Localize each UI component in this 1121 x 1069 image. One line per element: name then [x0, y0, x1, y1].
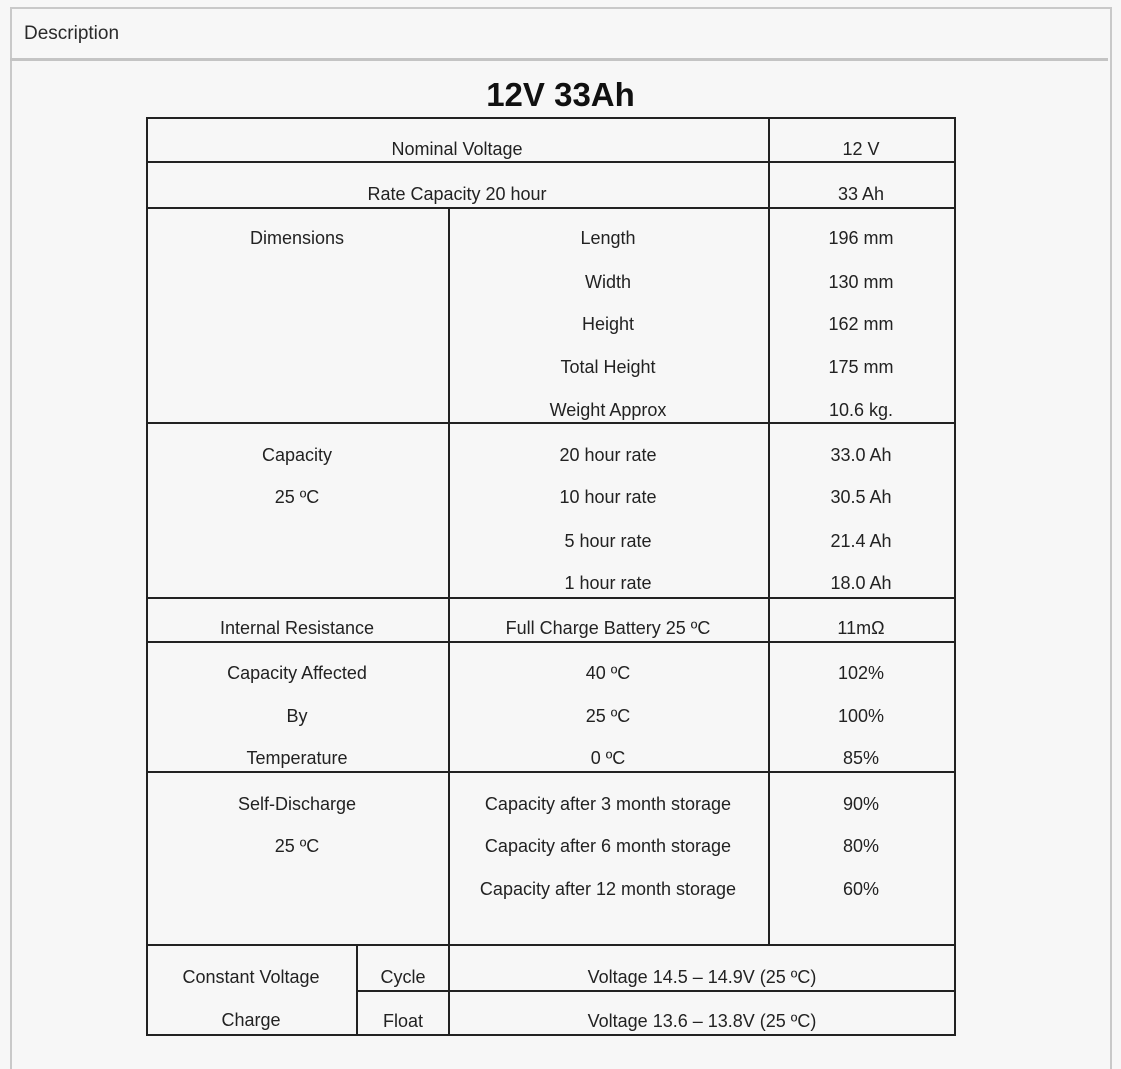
storage-value: 60%	[842, 879, 880, 899]
temperature-value: 100%	[837, 706, 885, 726]
capacity-temp-label: 25 ºC	[274, 487, 320, 507]
internal-resistance-label: Internal Resistance	[219, 618, 375, 638]
temperature-label-line1: Capacity Affected	[227, 663, 367, 683]
table-border-top	[146, 117, 956, 119]
float-voltage-value: Voltage 13.6 – 13.8V (25 ºC)	[587, 1011, 817, 1031]
capacity-rate-name: 5 hour rate	[564, 531, 652, 551]
row-divider	[146, 641, 956, 643]
temperature-name: 25 ºC	[585, 706, 631, 726]
nominal-voltage-label: Nominal Voltage	[391, 139, 523, 159]
description-panel	[10, 7, 1112, 1069]
temperature-value: 85%	[842, 748, 880, 768]
rate-capacity-value: 33 Ah	[837, 184, 885, 204]
panel-header-label: Description	[24, 23, 120, 44]
row-divider	[146, 771, 956, 773]
nominal-voltage-value: 12 V	[842, 139, 880, 159]
document-title: 12V 33Ah	[486, 76, 635, 113]
internal-resistance-condition: Full Charge Battery 25 ºC	[505, 618, 711, 638]
temperature-name: 40 ºC	[585, 663, 631, 683]
table-border-bottom	[146, 1034, 956, 1036]
row-divider	[146, 597, 956, 599]
temperature-label-line3: Temperature	[246, 748, 348, 768]
row-divider	[146, 422, 956, 424]
capacity-rate-name: 20 hour rate	[559, 445, 657, 465]
capacity-rate-value: 21.4 Ah	[830, 531, 892, 551]
rate-capacity-label: Rate Capacity 20 hour	[367, 184, 547, 204]
dimension-name: Width	[584, 272, 632, 292]
charge-label-line2: Charge	[221, 1010, 281, 1030]
dimension-name: Length	[580, 228, 636, 248]
float-label: Float	[382, 1011, 424, 1031]
capacity-label: Capacity	[261, 445, 333, 465]
description-panel-header[interactable]	[10, 7, 1108, 61]
storage-name: Capacity after 3 month storage	[484, 794, 732, 814]
cycle-voltage-value: Voltage 14.5 – 14.9V (25 ºC)	[587, 967, 817, 987]
column-divider	[768, 117, 770, 946]
capacity-rate-name: 10 hour rate	[559, 487, 657, 507]
dimension-value: 175 mm	[828, 357, 894, 377]
dimension-value: 130 mm	[828, 272, 894, 292]
capacity-rate-value: 30.5 Ah	[830, 487, 892, 507]
storage-name: Capacity after 6 month storage	[484, 836, 732, 856]
capacity-rate-value: 33.0 Ah	[830, 445, 892, 465]
dimension-value: 196 mm	[828, 228, 894, 248]
column-divider	[448, 207, 450, 1036]
dimension-value: 162 mm	[828, 314, 894, 334]
temperature-name: 0 ºC	[590, 748, 626, 768]
charge-label-line1: Constant Voltage	[182, 967, 320, 987]
column-divider	[356, 944, 358, 1036]
storage-name: Capacity after 12 month storage	[479, 879, 737, 899]
internal-resistance-value: 11mΩ	[837, 618, 885, 638]
self-discharge-temp-label: 25 ºC	[274, 836, 320, 856]
temperature-label-line2: By	[286, 706, 308, 726]
capacity-rate-name: 1 hour rate	[564, 573, 652, 593]
row-divider	[146, 944, 956, 946]
table-border-left	[146, 117, 148, 1036]
dimension-name: Total Height	[560, 357, 656, 377]
self-discharge-label: Self-Discharge	[237, 794, 357, 814]
row-divider	[146, 161, 956, 163]
table-border-right	[954, 117, 956, 1036]
dimension-value: 10.6 kg.	[828, 400, 894, 420]
capacity-rate-value: 18.0 Ah	[830, 573, 892, 593]
temperature-value: 102%	[837, 663, 885, 683]
storage-value: 90%	[842, 794, 880, 814]
row-divider	[146, 207, 956, 209]
dimension-name: Weight Approx	[549, 400, 667, 420]
row-divider	[357, 990, 956, 992]
dimensions-label: Dimensions	[249, 228, 345, 248]
dimension-name: Height	[581, 314, 635, 334]
storage-value: 80%	[842, 836, 880, 856]
cycle-label: Cycle	[380, 967, 426, 987]
